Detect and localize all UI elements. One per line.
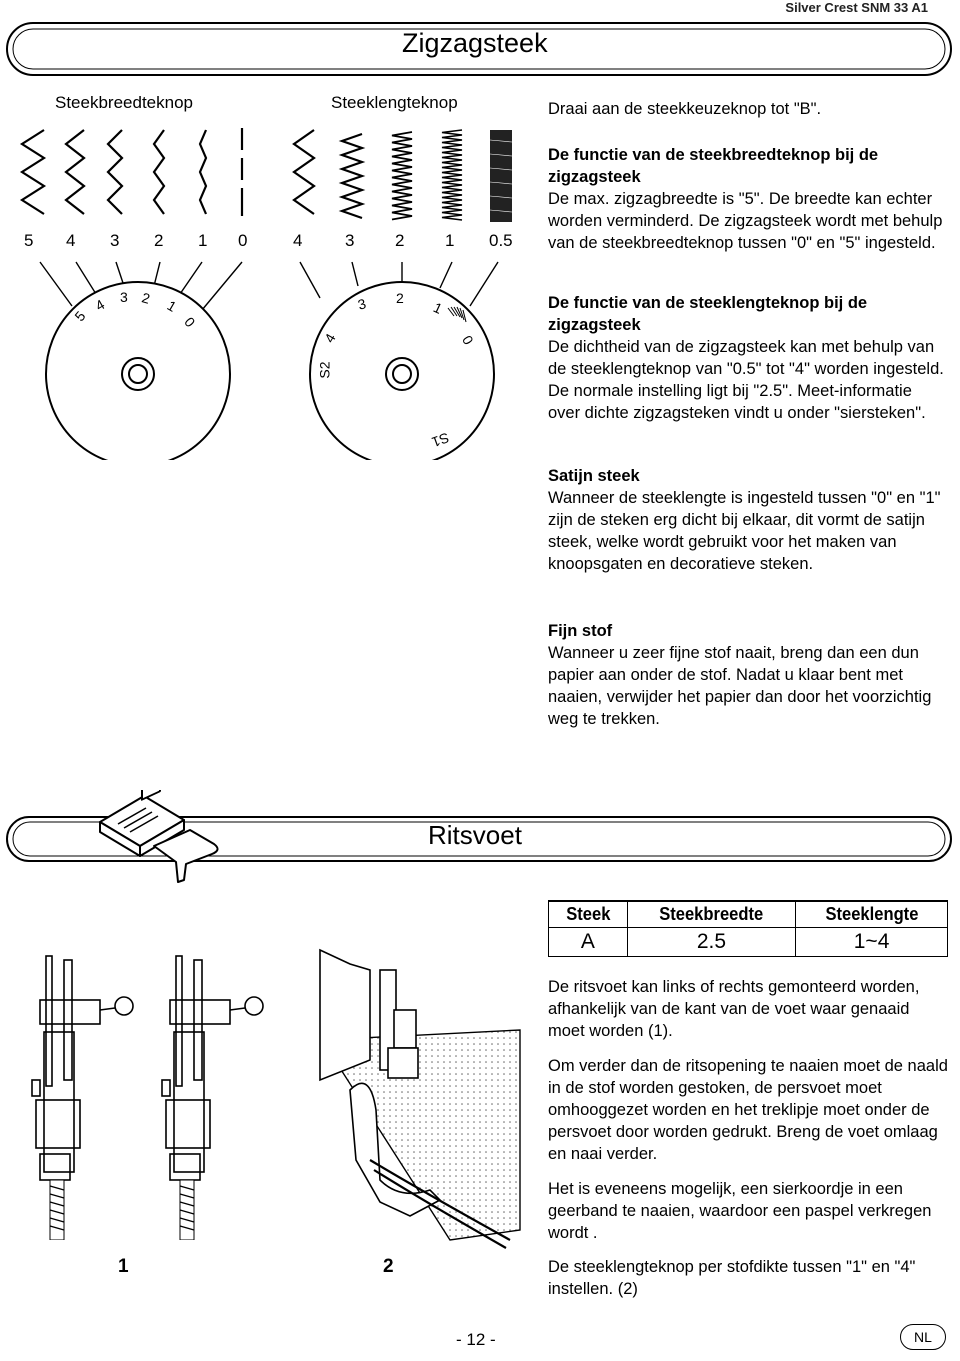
zigzag-width-1 xyxy=(200,130,206,214)
table-header-steek: Steek xyxy=(552,901,624,928)
dial-right-s1: S1 xyxy=(429,429,452,451)
ritsvoet-paragraph-4: De steeklengteknop per stofdikte tussen "1" en "4" instellen. (2) xyxy=(548,1258,916,1298)
zigzag-width-4 xyxy=(66,130,84,214)
width-function-heading: De functie van de steekbreedteknop bij de zigzagsteek xyxy=(548,146,879,186)
figure-2-label: 2 xyxy=(383,1256,394,1277)
intro-text: Draai aan de steekkeuzeknop tot "B". xyxy=(548,100,822,118)
dial-right-0: 0 xyxy=(459,332,477,348)
fine-fabric-section xyxy=(548,620,948,730)
length-function-heading: De functie van de steeklengteknop bij de zigzagsteek xyxy=(548,294,868,334)
length-knob-label: Steeklengteknop xyxy=(331,93,458,112)
dial-right-3: 3 xyxy=(356,295,368,313)
dial-right-1: 1 xyxy=(430,299,445,317)
ritsvoet-paragraph-2: Om verder dan de ritsopening te naaien moet de naald in de stof worden gestoken, de persvoet moet omhooggezet worden en het treklipje moet onder de persvoet door worden gedrukt. Breng de voet omlaag en naai verder. xyxy=(548,1057,948,1163)
fine-fabric-body: Wanneer u zeer fijne stof naait, breng dan een dun papier aan onder de stof. Nadat u klaar bent met naaien, verwijder het papier dan door het voorzichtig weg te trekken. xyxy=(548,644,932,728)
dial-right-s2: S2 xyxy=(316,361,333,379)
table-cell-steek: A xyxy=(549,928,628,957)
dial-left-5: 5 xyxy=(71,307,89,325)
zigzag-length-0.5 xyxy=(490,130,512,222)
brand-label: Silver Crest SNM 33 A1 xyxy=(785,0,928,15)
table-cell-steeklengte: 1~4 xyxy=(796,928,948,957)
dial-left-0: 0 xyxy=(181,313,199,331)
satin-stitch-body: Wanneer de steeklengte is ingesteld tussen "0" en "1" zijn de steken erg dicht bij elkaar, dit vormt de satijn steek, welke wordt gebruikt voor het maken van knoopsgaten en decoratieve steken. xyxy=(548,489,941,573)
table-header-steekbreedte: Steekbreedte xyxy=(634,901,789,928)
length-function-body: De dichtheid van de zigzagsteek kan met behulp van de steeklengteknop van "0.5" tot "4" worden ingesteld. De normale instelling ligt bij "2.5". Meet-informatie over dichte zigzagsteken vindt u onder "siersteken". xyxy=(548,338,944,422)
zigzag-length-2 xyxy=(392,132,412,220)
stitch-settings-table xyxy=(548,900,948,957)
dial-left-4: 4 xyxy=(92,296,108,314)
zigzag-width-5 xyxy=(22,130,44,214)
zipper-foot-icon xyxy=(94,790,234,890)
page-number: - 12 - xyxy=(456,1330,496,1349)
language-badge: NL xyxy=(900,1324,946,1350)
dial-left-3: 3 xyxy=(120,289,128,305)
zipper-foot-positions-illustration xyxy=(20,940,270,1240)
dial-left-2: 2 xyxy=(140,289,152,307)
knob-dials xyxy=(30,250,530,460)
page-title: Zigzagsteek xyxy=(402,28,548,58)
width-knob-label: Steekbreedteknop xyxy=(55,93,193,112)
table-cell-steekbreedte: 2.5 xyxy=(627,928,795,957)
zigzag-width-3 xyxy=(108,130,122,214)
figure-1-label: 1 xyxy=(118,1256,129,1277)
length-dial xyxy=(310,282,494,460)
stitch-illustrations xyxy=(14,120,534,240)
fine-fabric-heading: Fijn stof xyxy=(548,622,613,640)
dial-right-2: 2 xyxy=(396,290,404,306)
zigzag-length-3 xyxy=(342,134,362,218)
zigzag-length-1 xyxy=(442,130,462,220)
satin-stitch-section xyxy=(548,465,948,575)
dial-left-1: 1 xyxy=(164,297,180,315)
ritsvoet-paragraph-1: De ritsvoet kan links of rechts gemonteerd worden, afhankelijk van de kant van de voet waar genaaid moet worden (1). xyxy=(548,978,920,1040)
zigzag-width-2 xyxy=(154,130,164,214)
ritsvoet-title: Ritsvoet xyxy=(428,820,522,850)
piping-sewing-illustration xyxy=(310,940,540,1250)
width-function-body: De max. zigzagbreedte is "5". De breedte kan echter worden verminderd. De zigzagsteek wordt met behulp van de steekbreedteknop tussen "0" en "5" ingesteld. xyxy=(548,190,943,252)
length-function-section xyxy=(548,292,948,424)
ritsvoet-paragraph-3: Het is eveneens mogelijk, een sierkoordje in een geerband te naaien, waardoor een paspel verkregen wordt . xyxy=(548,1180,932,1242)
zigzag-length-4 xyxy=(294,130,314,214)
width-dial xyxy=(46,282,230,460)
table-header-steeklengte: Steeklengte xyxy=(802,901,942,928)
satin-stitch-heading: Satijn steek xyxy=(548,467,640,485)
width-function-section xyxy=(548,144,948,254)
dial-right-4: 4 xyxy=(321,330,339,346)
table-row xyxy=(549,928,948,957)
